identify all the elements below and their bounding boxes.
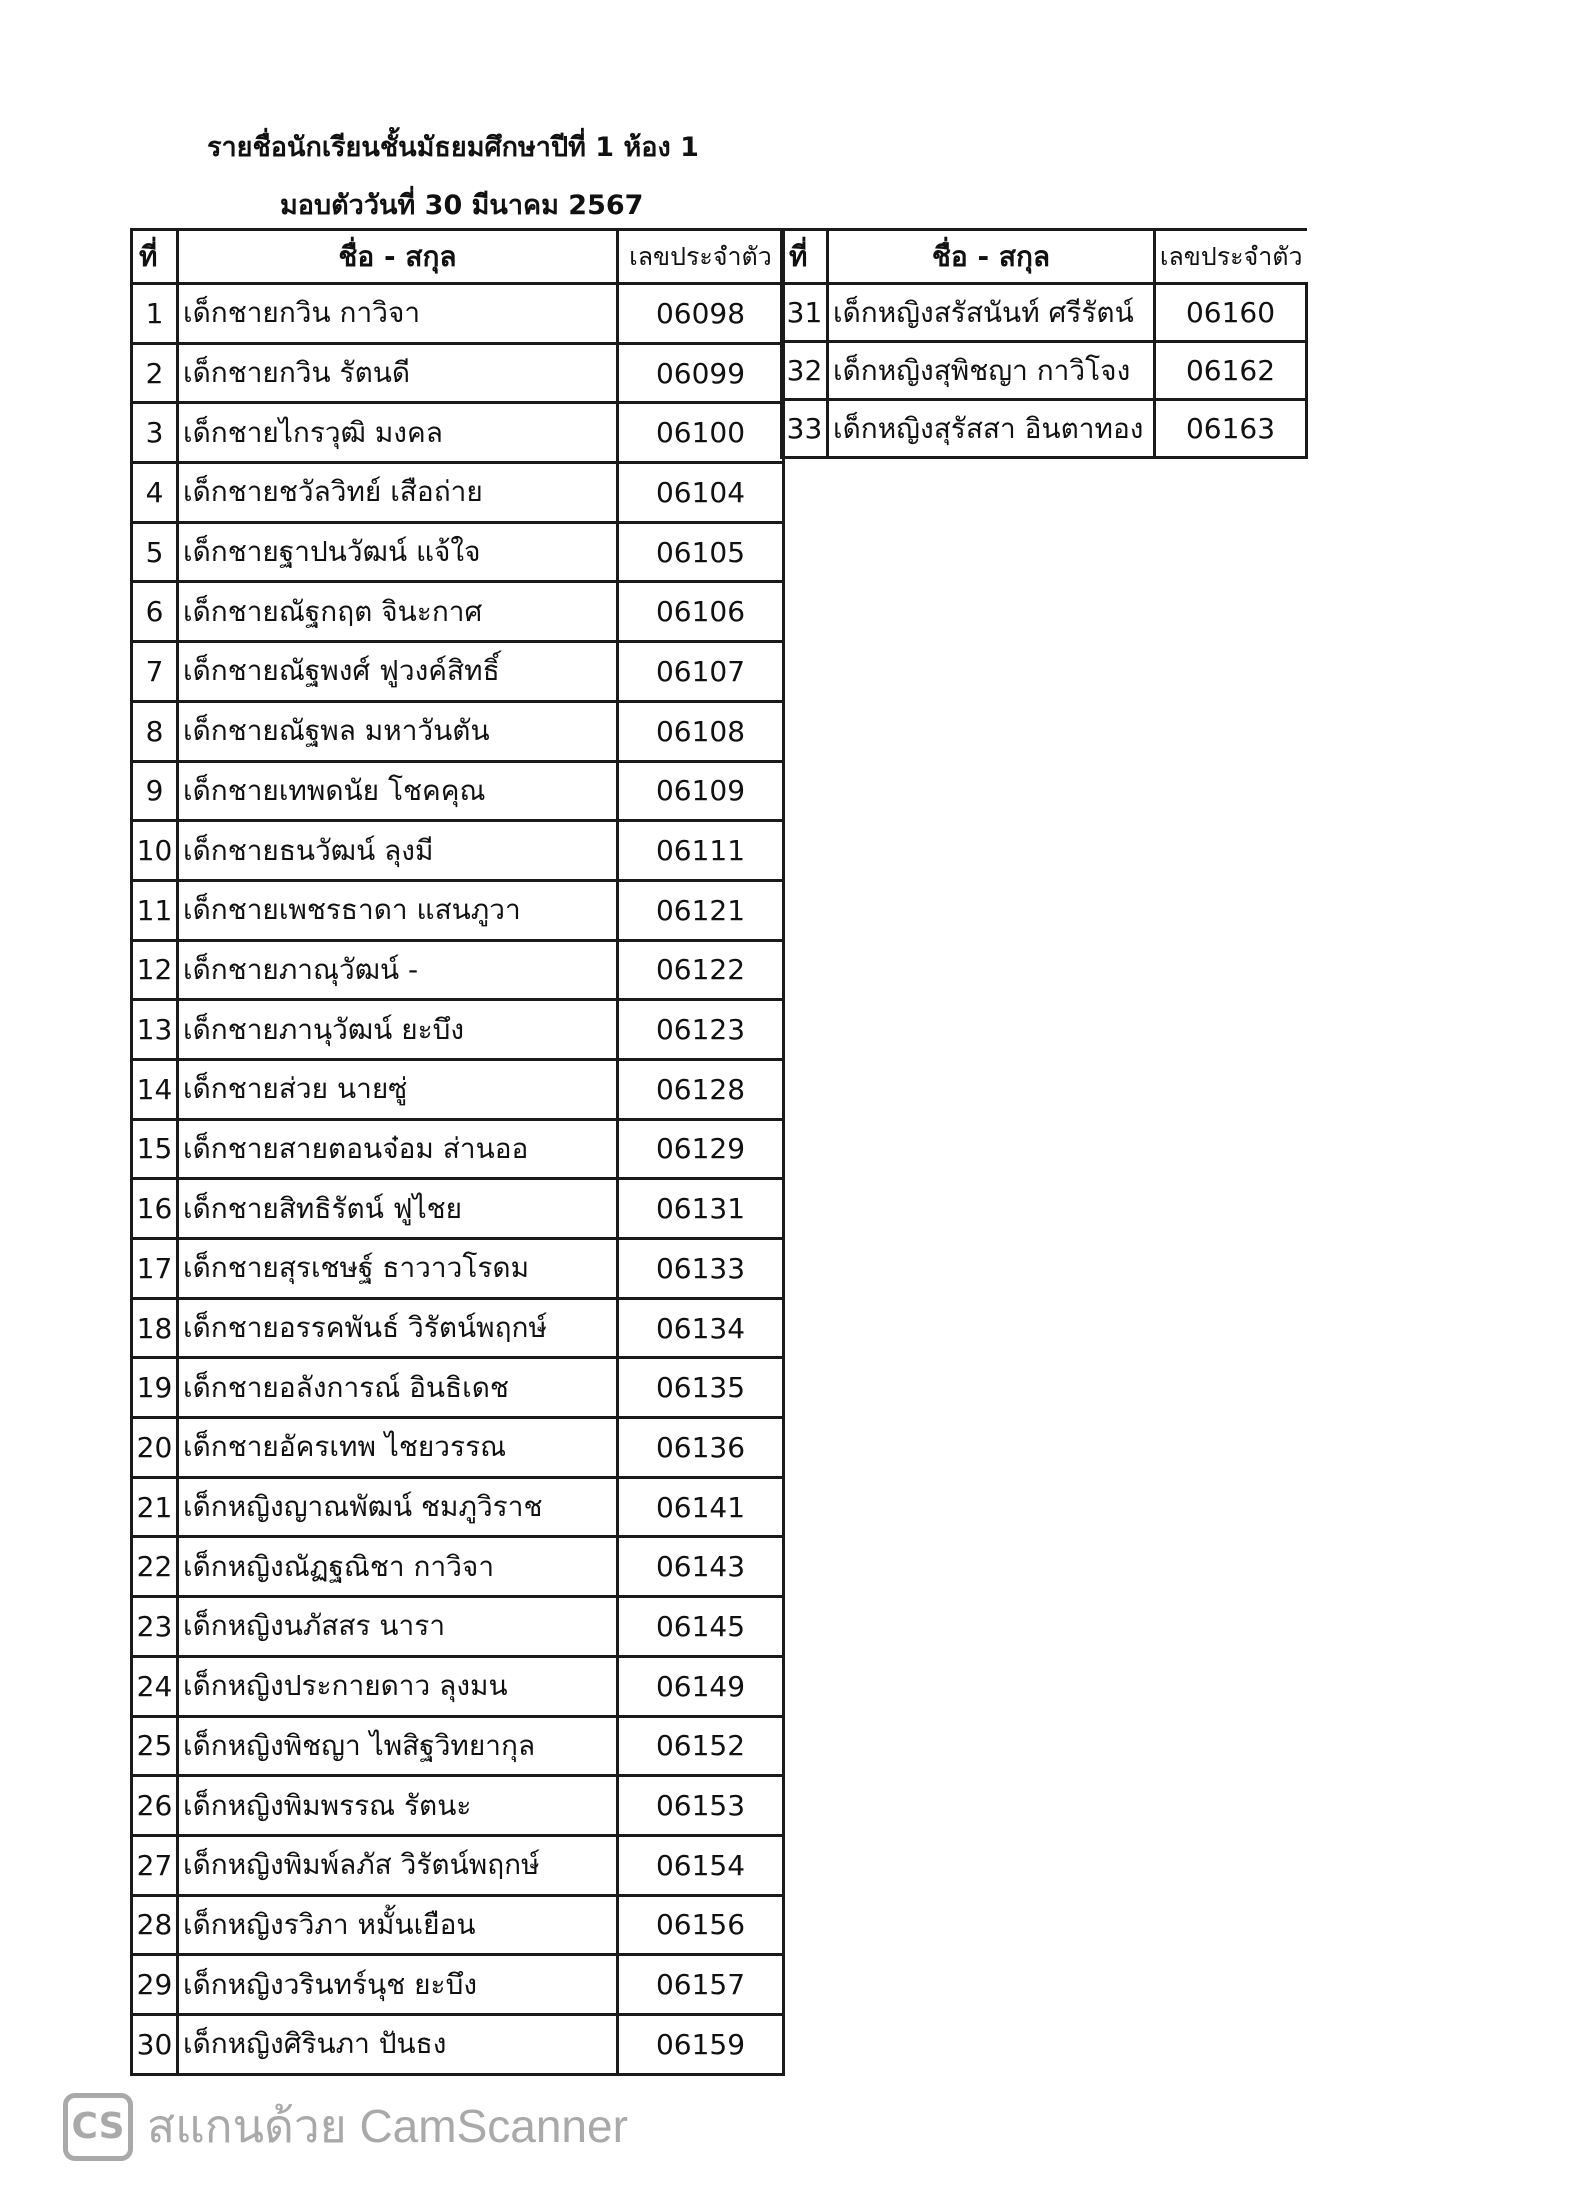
row-number: 14 xyxy=(132,1059,178,1119)
row-number: 9 xyxy=(132,761,178,821)
row-number: 17 xyxy=(132,1239,178,1299)
student-id: 06123 xyxy=(618,1000,784,1060)
row-number: 26 xyxy=(132,1776,178,1836)
table-row xyxy=(132,940,784,1000)
camscanner-watermark xyxy=(63,2090,628,2163)
table-row xyxy=(132,701,784,761)
row-number: 22 xyxy=(132,1537,178,1597)
row-number: 2 xyxy=(132,343,178,403)
student-name: เด็กหญิงสุพิชญา กาวิโจง xyxy=(828,342,1155,400)
document-subtitle: มอบตัววันที่ 30 มีนาคม 2567 xyxy=(280,190,644,221)
table-row xyxy=(132,761,784,821)
student-name: เด็กหญิงพิมพรรณ รัตนะ xyxy=(178,1776,618,1836)
table-row xyxy=(132,1895,784,1955)
table-row xyxy=(132,522,784,582)
student-id: 06134 xyxy=(618,1298,784,1358)
row-number: 19 xyxy=(132,1358,178,1418)
student-id: 06131 xyxy=(618,1179,784,1239)
table-row xyxy=(132,1537,784,1597)
student-name: เด็กหญิงสุรัสสา อินตาทอง xyxy=(828,400,1155,458)
table-row xyxy=(132,1358,784,1418)
student-id: 06152 xyxy=(618,1716,784,1776)
header-student-id: เลขประจำตัว xyxy=(1155,230,1307,284)
student-name: เด็กชายส่วย นายซู่ xyxy=(178,1059,618,1119)
student-name: เด็กชายเพชรธาดา แสนภูวา xyxy=(178,880,618,940)
student-name: เด็กหญิงประกายดาว ลุงมน xyxy=(178,1656,618,1716)
student-id: 06098 xyxy=(618,284,784,344)
row-number: 13 xyxy=(132,1000,178,1060)
table-row xyxy=(132,642,784,702)
student-name: เด็กชายภานุวัฒน์ ยะบึง xyxy=(178,1000,618,1060)
student-id: 06129 xyxy=(618,1119,784,1179)
student-id: 06099 xyxy=(618,343,784,403)
table-row xyxy=(132,1418,784,1478)
student-id: 06121 xyxy=(618,880,784,940)
student-id: 06149 xyxy=(618,1656,784,1716)
table-row xyxy=(132,2014,784,2074)
student-name: เด็กชายอลังการณ์ อินธิเดช xyxy=(178,1358,618,1418)
student-id: 06106 xyxy=(618,582,784,642)
student-name: เด็กชายสิทธิรัตน์ ฟูไชย xyxy=(178,1179,618,1239)
student-id: 06162 xyxy=(1155,342,1307,400)
table-row xyxy=(782,342,1307,400)
student-id: 06153 xyxy=(618,1776,784,1836)
table-row xyxy=(132,1656,784,1716)
student-id: 06128 xyxy=(618,1059,784,1119)
student-name: เด็กหญิงรวิภา หมั้นเยือน xyxy=(178,1895,618,1955)
student-name: เด็กชายภาณุวัฒน์ - xyxy=(178,940,618,1000)
header-name: ชื่อ - สกุล xyxy=(178,230,618,284)
row-number: 30 xyxy=(132,2014,178,2074)
row-number: 15 xyxy=(132,1119,178,1179)
row-number: 7 xyxy=(132,642,178,702)
student-name: เด็กชายฐาปนวัฒน์ แจ้ใจ xyxy=(178,522,618,582)
student-id: 06159 xyxy=(618,2014,784,2074)
row-number: 18 xyxy=(132,1298,178,1358)
student-id: 06111 xyxy=(618,821,784,881)
table-row xyxy=(132,1298,784,1358)
table-row xyxy=(132,1179,784,1239)
table-row xyxy=(132,1239,784,1299)
row-number: 4 xyxy=(132,463,178,523)
student-name: เด็กชายชวัลวิทย์ เสือถ่าย xyxy=(178,463,618,523)
student-name: เด็กหญิงวรินทร์นุช ยะบึง xyxy=(178,1955,618,2015)
student-name: เด็กหญิงญาณพัฒน์ ชมภูวิราช xyxy=(178,1477,618,1537)
student-table-left xyxy=(130,228,785,2076)
student-id: 06154 xyxy=(618,1835,784,1895)
table-row xyxy=(132,880,784,940)
student-id: 06143 xyxy=(618,1537,784,1597)
row-number: 11 xyxy=(132,880,178,940)
row-number: 16 xyxy=(132,1179,178,1239)
row-number: 3 xyxy=(132,403,178,463)
student-name: เด็กชายเทพดนัย โชคคุณ xyxy=(178,761,618,821)
student-name: เด็กหญิงพิมพ์ลภัส วิรัตน์พฤกษ์ xyxy=(178,1835,618,1895)
student-id: 06145 xyxy=(618,1597,784,1657)
document-title: รายชื่อนักเรียนชั้นมัธยมศึกษาปีที่ 1 ห้อง 1 xyxy=(207,132,699,163)
student-id: 06136 xyxy=(618,1418,784,1478)
table-row xyxy=(132,1477,784,1537)
row-number: 24 xyxy=(132,1656,178,1716)
student-id: 06141 xyxy=(618,1477,784,1537)
student-id: 06160 xyxy=(1155,284,1307,342)
student-name: เด็กชายณัฐพงศ์ ฟูวงค์สิทธิ์ xyxy=(178,642,618,702)
student-name: เด็กชายสุรเชษฐ์ ธาวาวโรดม xyxy=(178,1239,618,1299)
student-name: เด็กชายณัฐพล มหาวันตัน xyxy=(178,701,618,761)
row-number: 20 xyxy=(132,1418,178,1478)
student-name: เด็กหญิงสรัสนันท์ ศรีรัตน์ xyxy=(828,284,1155,342)
watermark-text: สแกนด้วย CamScanner xyxy=(147,2100,628,2152)
table-row xyxy=(132,1955,784,2015)
row-number: 10 xyxy=(132,821,178,881)
row-number: 12 xyxy=(132,940,178,1000)
student-name: เด็กหญิงศิรินภา ปันธง xyxy=(178,2014,618,2074)
table-header-row xyxy=(132,230,784,284)
table-row xyxy=(132,1119,784,1179)
table-row xyxy=(132,1059,784,1119)
table-row xyxy=(782,284,1307,342)
row-number: 21 xyxy=(132,1477,178,1537)
table-row xyxy=(132,1597,784,1657)
table-row xyxy=(132,463,784,523)
student-table-right xyxy=(780,228,1308,459)
student-id: 06135 xyxy=(618,1358,784,1418)
student-id: 06107 xyxy=(618,642,784,702)
student-id: 06122 xyxy=(618,940,784,1000)
student-name: เด็กหญิงณัฏฐณิชา กาวิจา xyxy=(178,1537,618,1597)
table-row xyxy=(132,821,784,881)
row-number: 23 xyxy=(132,1597,178,1657)
row-number: 6 xyxy=(132,582,178,642)
row-number: 25 xyxy=(132,1716,178,1776)
student-id: 06105 xyxy=(618,522,784,582)
row-number: 28 xyxy=(132,1895,178,1955)
student-name: เด็กชายกวิน รัตนดี xyxy=(178,343,618,403)
row-number: 32 xyxy=(782,342,828,400)
row-number: 8 xyxy=(132,701,178,761)
table-header-row xyxy=(782,230,1307,284)
student-name: เด็กชายธนวัฒน์ ลุงมี xyxy=(178,821,618,881)
student-id: 06104 xyxy=(618,463,784,523)
header-student-id: เลขประจำตัว xyxy=(618,230,784,284)
row-number: 27 xyxy=(132,1835,178,1895)
student-id: 06100 xyxy=(618,403,784,463)
student-name: เด็กชายอรรคพันธ์ วิรัตน์พฤกษ์ xyxy=(178,1298,618,1358)
table-row xyxy=(132,1716,784,1776)
student-name: เด็กหญิงพิชญา ไพสิฐวิทยากุล xyxy=(178,1716,618,1776)
header-number: ที่ xyxy=(782,230,828,284)
header-name: ชื่อ - สกุล xyxy=(828,230,1155,284)
camscanner-logo-icon: CS xyxy=(63,2093,133,2161)
student-id: 06156 xyxy=(618,1895,784,1955)
student-id: 06109 xyxy=(618,761,784,821)
student-name: เด็กชายสายตอนจ๋อม ส่านออ xyxy=(178,1119,618,1179)
table-row xyxy=(132,343,784,403)
student-name: เด็กหญิงนภัสสร นารา xyxy=(178,1597,618,1657)
table-row xyxy=(782,400,1307,458)
table-row xyxy=(132,1835,784,1895)
table-row xyxy=(132,1776,784,1836)
student-name: เด็กชายณัฐกฤต จินะกาศ xyxy=(178,582,618,642)
table-row xyxy=(132,284,784,344)
row-number: 1 xyxy=(132,284,178,344)
row-number: 29 xyxy=(132,1955,178,2015)
student-id: 06133 xyxy=(618,1239,784,1299)
table-row xyxy=(132,1000,784,1060)
row-number: 31 xyxy=(782,284,828,342)
student-id: 06157 xyxy=(618,1955,784,2015)
header-number: ที่ xyxy=(132,230,178,284)
student-name: เด็กชายไกรวุฒิ มงคล xyxy=(178,403,618,463)
table-row xyxy=(132,403,784,463)
student-id: 06108 xyxy=(618,701,784,761)
row-number: 33 xyxy=(782,400,828,458)
student-name: เด็กชายกวิน กาวิจา xyxy=(178,284,618,344)
student-name: เด็กชายอัครเทพ ไชยวรรณ xyxy=(178,1418,618,1478)
row-number: 5 xyxy=(132,522,178,582)
table-row xyxy=(132,582,784,642)
student-id: 06163 xyxy=(1155,400,1307,458)
